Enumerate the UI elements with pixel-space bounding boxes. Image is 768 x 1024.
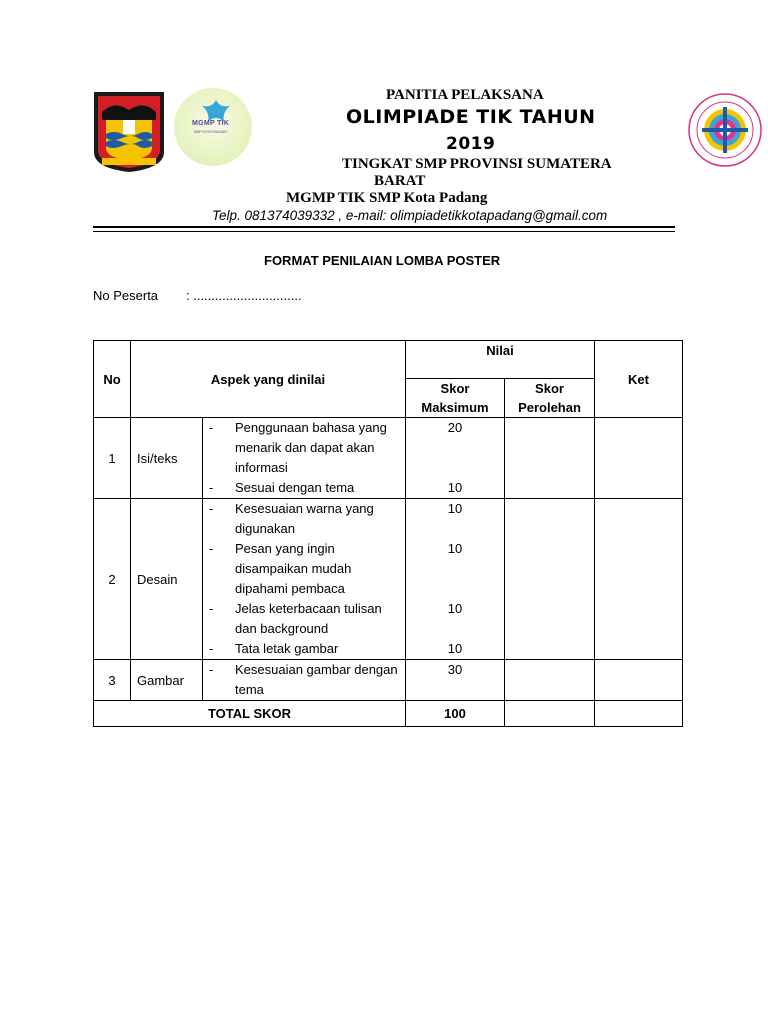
event-level-cont: BARAT [374,173,426,189]
total-obtained-cell[interactable] [505,701,595,727]
padang-city-emblem-logo [92,90,166,174]
olimpiade-tik-seal-logo [688,93,762,167]
criteria-item: - Pesan yang ingin disampaikan mudah dipahami pembaca [209,541,352,596]
participant-number-label: No Peserta [93,288,159,303]
mgmp-logo-text: MGMP TIK [192,120,230,127]
row-number: 1 [94,418,131,499]
row-category: Gambar [131,660,203,701]
header-divider-thick [93,226,675,228]
mgmp-tik-logo [174,88,252,166]
obtained-score-cell[interactable] [505,499,595,660]
total-row [94,701,683,727]
row-items [203,660,406,701]
header-divider-thin [93,231,675,232]
criteria-item: - Sesuai dengan tema [209,480,355,495]
row-number: 2 [94,499,131,660]
header-nilai: Nilai [406,341,595,379]
header-skor-maksimum-line2: Maksimum [421,400,489,415]
criteria-item: - Penggunaan bahasa yang menarik dan dapat akan informasi [209,420,387,475]
organizer-name: MGMP TIK SMP Kota Padang [286,190,488,206]
header-skor-maksimum [406,379,505,418]
max-score-cell: 30 [406,660,505,701]
obtained-score-cell[interactable] [505,660,595,701]
criteria-item: - Tata letak gambar [209,641,339,656]
row-category: Isi/teks [131,418,203,499]
total-label: TOTAL SKOR [94,701,406,727]
criteria-item: - Kesesuaian gambar dengan tema [209,662,398,697]
event-level: TINGKAT SMP PROVINSI SUMATERA [342,156,612,172]
header-skor-maksimum-line1: Skor [440,381,470,396]
remark-cell[interactable] [595,418,683,499]
header-ket: Ket [595,341,683,418]
committee-title: PANITIA PELAKSANA [386,87,544,103]
row-number: 3 [94,660,131,701]
obtained-score-cell[interactable] [505,418,595,499]
total-value: 100 [406,701,505,727]
table-row [94,499,683,660]
row-items [203,418,406,499]
remark-cell[interactable] [595,499,683,660]
header-skor-perolehan [505,379,595,418]
remark-cell[interactable] [595,660,683,701]
table-row [94,660,683,701]
total-remark-cell[interactable] [595,701,683,727]
criteria-item: - Jelas keterbacaan tulisan dan background [209,601,382,636]
criteria-item: - Kesesuaian warna yang digunakan [209,501,374,536]
form-title: FORMAT PENILAIAN LOMBA POSTER [264,253,501,268]
header-aspek: Aspek yang dinilai [131,341,406,418]
header-no: No [94,341,131,418]
mgmp-logo-subtext: SMP KOTA PADANG [194,130,228,134]
header-skor-perolehan-line1: Skor [535,381,564,396]
row-items [203,499,406,660]
max-score-cell: 10 10 10 10 [406,499,505,660]
row-category: Desain [131,499,203,660]
header-skor-perolehan-line2: Perolehan [518,400,581,415]
event-title: OLIMPIADE TIK TAHUN [346,106,596,128]
scoring-table [93,340,683,727]
participant-number-field[interactable]: : .............................. [186,288,302,303]
table-row [94,418,683,499]
contact-info: Telp. 081374039332 , e-mail: olimpiadetikkotapadang@gmail.com [212,208,608,223]
event-year: 2019 [446,134,496,154]
max-score-cell: 20 10 [406,418,505,499]
